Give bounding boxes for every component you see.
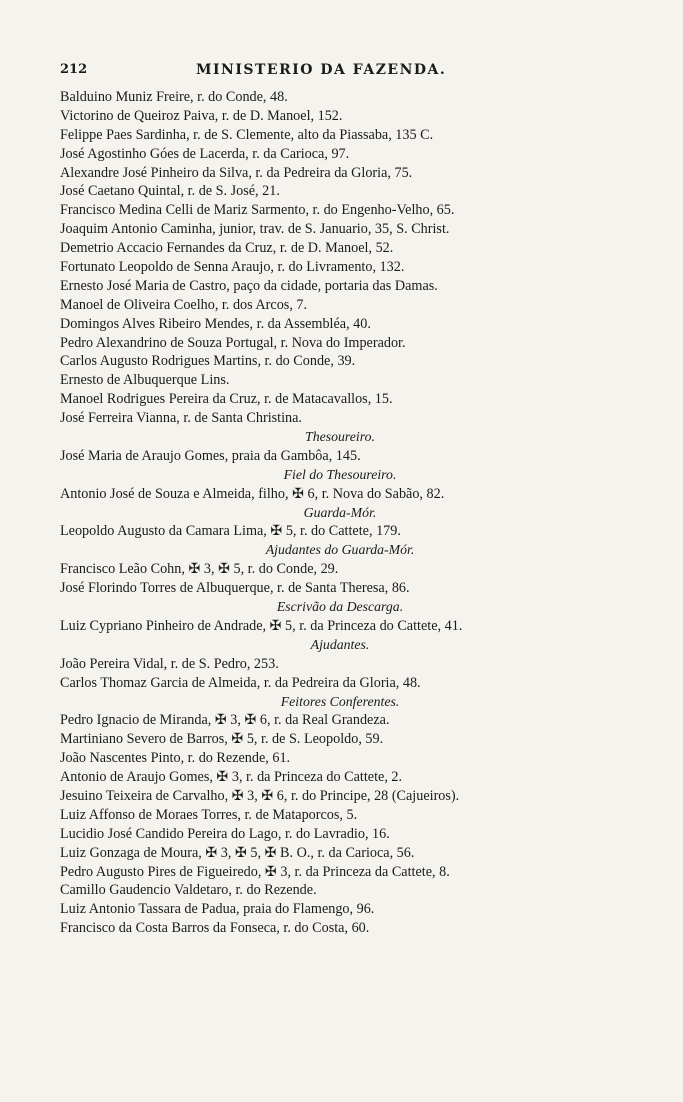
directory-entry: Manoel Rodrigues Pereira da Cruz, r. de Matacavallos, 15.: [60, 391, 393, 408]
directory-entry: Leopoldo Augusto da Camara Lima, ✠ 5, r. do Cattete, 179.: [60, 523, 401, 540]
directory-entry: Alexandre José Pinheiro da Silva, r. da Pedreira da Gloria, 75.: [60, 164, 413, 181]
directory-entry: Fortunato Leopoldo de Senna Araujo, r. do Livramento, 132.: [60, 259, 405, 276]
directory-entry: João Nascentes Pinto, r. do Rezende, 61.: [60, 750, 291, 767]
directory-entry: Felippe Paes Sardinha, r. de S. Clemente, alto da Piassaba, 135 C.: [60, 126, 434, 143]
directory-entry: Ernesto José Maria de Castro, paço da cidade, portaria das Damas.: [60, 277, 438, 294]
directory-entry: Jesuino Teixeira de Carvalho, ✠ 3, ✠ 6, r. do Principe, 28 (Cajueiros).: [60, 787, 460, 804]
directory-entry: Pedro Alexandrino de Souza Portugal, r. Nova do Imperador.: [60, 334, 406, 351]
directory-entry: Francisco Leão Cohn, ✠ 3, ✠ 5, r. do Conde, 29.: [60, 561, 339, 578]
section-heading: Guarda-Mór.: [303, 504, 377, 520]
directory-entry: Lucidio José Candido Pereira do Lago, r. do Lavradio, 16.: [60, 825, 390, 842]
directory-entry: Manoel de Oliveira Coelho, r. dos Arcos, 7.: [60, 296, 308, 313]
directory-entry: Joaquim Antonio Caminha, junior, trav. de S. Januario, 35, S. Christ.: [60, 221, 450, 238]
directory-entry: Camillo Gaudencio Valdetaro, r. do Rezende.: [60, 882, 317, 899]
directory-entry: José Maria de Araujo Gomes, praia da Gambôa, 145.: [60, 447, 361, 464]
directory-entry: Pedro Augusto Pires de Figueiredo, ✠ 3, r. da Princeza da Cattete, 8.: [60, 863, 450, 880]
directory-entry: Antonio de Araujo Gomes, ✠ 3, r. da Princeza do Cattete, 2.: [60, 769, 403, 786]
directory-entry: Luiz Antonio Tassara de Padua, praia do Flamengo, 96.: [60, 901, 375, 918]
section-heading: Fiel do Thesoureiro.: [283, 466, 397, 482]
directory-listing: [60, 88, 650, 938]
section-heading: Ajudantes do Guarda-Mór.: [265, 542, 415, 558]
directory-entry: José Caetano Quintal, r. de S. José, 21.: [60, 183, 280, 200]
directory-entry: Francisco Medina Celli de Mariz Sarmento, r. do Engenho-Velho, 65.: [60, 202, 455, 219]
section-heading: Escrivão da Descarga.: [276, 599, 404, 615]
directory-entry: Victorino de Queiroz Paiva, r. de D. Manoel, 152.: [60, 107, 343, 124]
directory-entry: Carlos Augusto Rodrigues Martins, r. do Conde, 39.: [60, 353, 356, 370]
directory-entry: Domingos Alves Ribeiro Mendes, r. da Assembléa, 40.: [60, 315, 371, 332]
directory-entry: Balduino Muniz Freire, r. do Conde, 48.: [60, 89, 288, 105]
directory-entry: Antonio José de Souza e Almeida, filho, ✠ 6, r. Nova do Sabão, 82.: [60, 485, 445, 502]
section-heading: Thesoureiro.: [305, 429, 375, 445]
directory-entry: José Florindo Torres de Albuquerque, r. de Santa Theresa, 86.: [60, 580, 410, 597]
directory-entry: Francisco da Costa Barros da Fonseca, r. do Costa, 60.: [60, 920, 370, 937]
directory-entry: Luiz Gonzaga de Moura, ✠ 3, ✠ 5, ✠ B. O., r. da Carioca, 56.: [60, 844, 415, 861]
directory-entry: Luiz Affonso de Moraes Torres, r. de Mataporcos, 5.: [60, 806, 358, 823]
directory-entry: Demetrio Accacio Fernandes da Cruz, r. de D. Manoel, 52.: [60, 240, 394, 257]
directory-entry: José Agostinho Góes de Lacerda, r. da Carioca, 97.: [60, 145, 350, 162]
page-header: [60, 62, 620, 82]
directory-entry: Carlos Thomaz Garcia de Almeida, r. da Pedreira da Gloria, 48.: [60, 674, 421, 691]
section-heading: Feitores Conferentes.: [280, 693, 400, 709]
directory-entry: Ernesto de Albuquerque Lins.: [60, 372, 230, 389]
directory-entry: João Pereira Vidal, r. de S. Pedro, 253.: [60, 655, 279, 672]
directory-entry: Pedro Ignacio de Miranda, ✠ 3, ✠ 6, r. da Real Grandeza.: [60, 712, 390, 729]
section-heading: Ajudantes.: [310, 636, 370, 652]
directory-entry: Luiz Cypriano Pinheiro de Andrade, ✠ 5, r. da Princeza do Cattete, 41.: [60, 617, 463, 634]
page-number: 212: [60, 62, 88, 77]
running-title: MINISTERIO DA FAZENDA.: [196, 62, 447, 78]
directory-entry: Martiniano Severo de Barros, ✠ 5, r. de S. Leopoldo, 59.: [60, 731, 384, 748]
directory-entry: José Ferreira Vianna, r. de Santa Christina.: [60, 410, 302, 427]
